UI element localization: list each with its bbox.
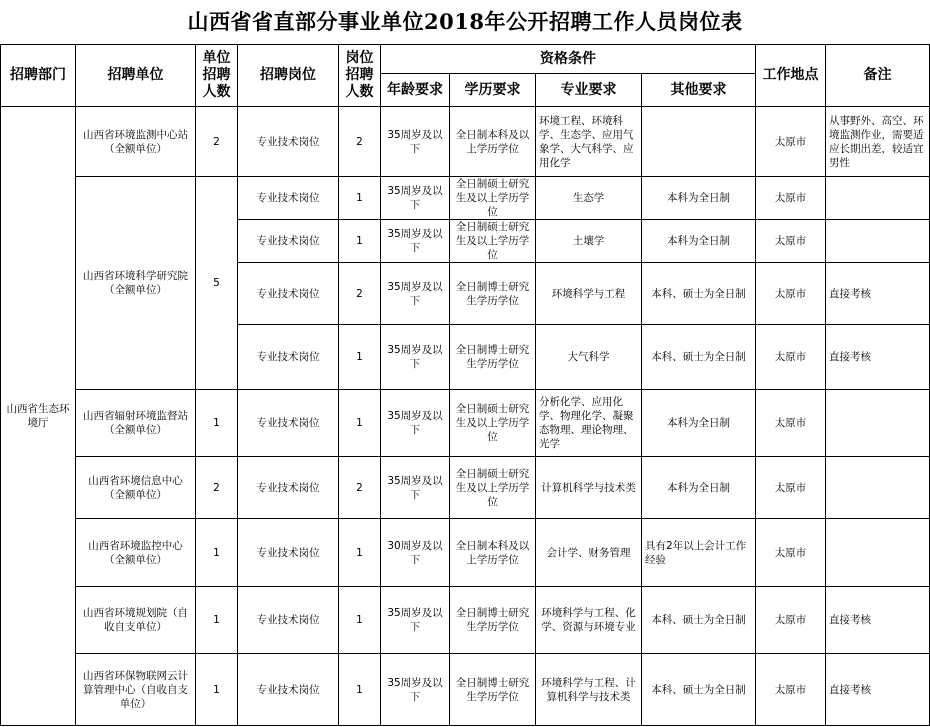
header-other: 其他要求 — [642, 74, 756, 107]
major-cell: 环境科学与工程、化学、资源与环境专业 — [536, 587, 642, 654]
major-cell: 环境科学与工程、计算机科学与技术类 — [536, 654, 642, 726]
post-count: 1 — [339, 325, 381, 390]
location-cell: 太原市 — [756, 220, 826, 263]
major-cell: 计算机科学与技术类 — [536, 457, 642, 519]
other-cell: 具有2年以上会计工作经验 — [642, 519, 756, 587]
post-cell: 专业技术岗位 — [238, 587, 339, 654]
remarks-cell: 从事野外、高空、环境监测作业，需要适应长期出差，较适宜男性 — [826, 107, 930, 177]
age-cell: 35周岁及以下 — [381, 457, 450, 519]
major-cell: 会计学、财务管理 — [536, 519, 642, 587]
post-count: 1 — [339, 177, 381, 220]
post-cell: 专业技术岗位 — [238, 325, 339, 390]
age-cell: 35周岁及以下 — [381, 654, 450, 726]
unit-name: 山西省环境信息中心（全额单位） — [76, 457, 196, 519]
major-cell: 土壤学 — [536, 220, 642, 263]
dept-cell: 山西省生态环境厅 — [1, 107, 76, 726]
location-cell: 太原市 — [756, 325, 826, 390]
location-cell: 太原市 — [756, 587, 826, 654]
header-major: 专业要求 — [536, 74, 642, 107]
post-cell: 专业技术岗位 — [238, 654, 339, 726]
location-cell: 太原市 — [756, 107, 826, 177]
header-age: 年龄要求 — [381, 74, 450, 107]
unit-count: 1 — [196, 390, 238, 457]
major-cell: 环境工程、环境科学、生态学、应用气象学、大气科学、应用化学 — [536, 107, 642, 177]
table-row — [1, 457, 930, 519]
age-cell: 35周岁及以下 — [381, 220, 450, 263]
other-cell — [642, 107, 756, 177]
post-cell: 专业技术岗位 — [238, 263, 339, 325]
other-cell: 本科为全日制 — [642, 220, 756, 263]
remarks-cell: 直接考核 — [826, 654, 930, 726]
unit-name: 山西省环境监测中心站（全额单位） — [76, 107, 196, 177]
post-count: 1 — [339, 654, 381, 726]
other-cell: 本科、硕士为全日制 — [642, 325, 756, 390]
header-unit: 招聘单位 — [76, 45, 196, 107]
post-cell: 专业技术岗位 — [238, 107, 339, 177]
education-cell: 全日制本科及以上学历学位 — [450, 519, 536, 587]
post-cell: 专业技术岗位 — [238, 390, 339, 457]
header-remarks: 备注 — [826, 45, 930, 107]
education-cell: 全日制博士研究生学历学位 — [450, 654, 536, 726]
other-cell: 本科、硕士为全日制 — [642, 654, 756, 726]
unit-count: 1 — [196, 654, 238, 726]
education-cell: 全日制博士研究生学历学位 — [450, 263, 536, 325]
location-cell: 太原市 — [756, 654, 826, 726]
other-cell: 本科、硕士为全日制 — [642, 263, 756, 325]
post-cell: 专业技术岗位 — [238, 519, 339, 587]
age-cell: 35周岁及以下 — [381, 263, 450, 325]
education-cell: 全日制硕士研究生及以上学历学位 — [450, 220, 536, 263]
page-title: 山西省省直部分事业单位2018年公开招聘工作人员岗位表 — [187, 9, 743, 34]
remarks-cell: 直接考核 — [826, 325, 930, 390]
unit-name: 山西省环境科学研究院（全额单位） — [76, 177, 196, 390]
header-dept: 招聘部门 — [1, 45, 76, 107]
unit-name: 山西省环保物联网云计算管理中心（自收自支单位） — [76, 654, 196, 726]
table-row — [1, 390, 930, 457]
education-cell: 全日制本科及以上学历学位 — [450, 107, 536, 177]
remarks-cell — [826, 519, 930, 587]
age-cell: 35周岁及以下 — [381, 390, 450, 457]
age-cell: 30周岁及以下 — [381, 519, 450, 587]
remarks-cell — [826, 177, 930, 220]
unit-name: 山西省环境监控中心（全额单位） — [76, 519, 196, 587]
location-cell: 太原市 — [756, 177, 826, 220]
post-count: 2 — [339, 263, 381, 325]
unit-count: 2 — [196, 457, 238, 519]
major-cell: 生态学 — [536, 177, 642, 220]
location-cell: 太原市 — [756, 390, 826, 457]
header-location: 工作地点 — [756, 45, 826, 107]
unit-count: 1 — [196, 519, 238, 587]
table-row — [1, 587, 930, 654]
table-row — [1, 519, 930, 587]
job-table — [0, 44, 930, 726]
post-count: 1 — [339, 587, 381, 654]
education-cell: 全日制硕士研究生及以上学历学位 — [450, 457, 536, 519]
post-count: 1 — [339, 390, 381, 457]
age-cell: 35周岁及以下 — [381, 177, 450, 220]
location-cell: 太原市 — [756, 263, 826, 325]
header-education: 学历要求 — [450, 74, 536, 107]
header-post: 招聘岗位 — [238, 45, 339, 107]
unit-count: 5 — [196, 177, 238, 390]
post-count: 2 — [339, 457, 381, 519]
remarks-cell: 直接考核 — [826, 587, 930, 654]
education-cell: 全日制博士研究生学历学位 — [450, 587, 536, 654]
age-cell: 35周岁及以下 — [381, 587, 450, 654]
post-cell: 专业技术岗位 — [238, 457, 339, 519]
other-cell: 本科为全日制 — [642, 177, 756, 220]
remarks-cell — [826, 390, 930, 457]
unit-name: 山西省辐射环境监督站（全额单位） — [76, 390, 196, 457]
location-cell: 太原市 — [756, 457, 826, 519]
post-count: 2 — [339, 107, 381, 177]
remarks-cell — [826, 220, 930, 263]
remarks-cell: 直接考核 — [826, 263, 930, 325]
age-cell: 35周岁及以下 — [381, 107, 450, 177]
other-cell: 本科、硕士为全日制 — [642, 587, 756, 654]
unit-count: 1 — [196, 587, 238, 654]
post-count: 1 — [339, 220, 381, 263]
post-cell: 专业技术岗位 — [238, 177, 339, 220]
header-post-count: 岗位招聘人数 — [339, 45, 381, 107]
education-cell: 全日制硕士研究生及以上学历学位 — [450, 177, 536, 220]
table-row — [1, 654, 930, 726]
unit-name: 山西省环境规划院（自收自支单位） — [76, 587, 196, 654]
education-cell: 全日制博士研究生学历学位 — [450, 325, 536, 390]
table-row — [1, 107, 930, 177]
table-row — [1, 177, 930, 220]
post-count: 1 — [339, 519, 381, 587]
major-cell: 分析化学、应用化学、物理化学、凝聚态物理、理论物理、光学 — [536, 390, 642, 457]
other-cell: 本科为全日制 — [642, 390, 756, 457]
header-qualifications: 资格条件 — [381, 45, 756, 74]
education-cell: 全日制硕士研究生及以上学历学位 — [450, 390, 536, 457]
location-cell: 太原市 — [756, 519, 826, 587]
other-cell: 本科为全日制 — [642, 457, 756, 519]
header-unit-count: 单位招聘人数 — [196, 45, 238, 107]
age-cell: 35周岁及以下 — [381, 325, 450, 390]
major-cell: 环境科学与工程 — [536, 263, 642, 325]
unit-count: 2 — [196, 107, 238, 177]
post-cell: 专业技术岗位 — [238, 220, 339, 263]
remarks-cell — [826, 457, 930, 519]
major-cell: 大气科学 — [536, 325, 642, 390]
